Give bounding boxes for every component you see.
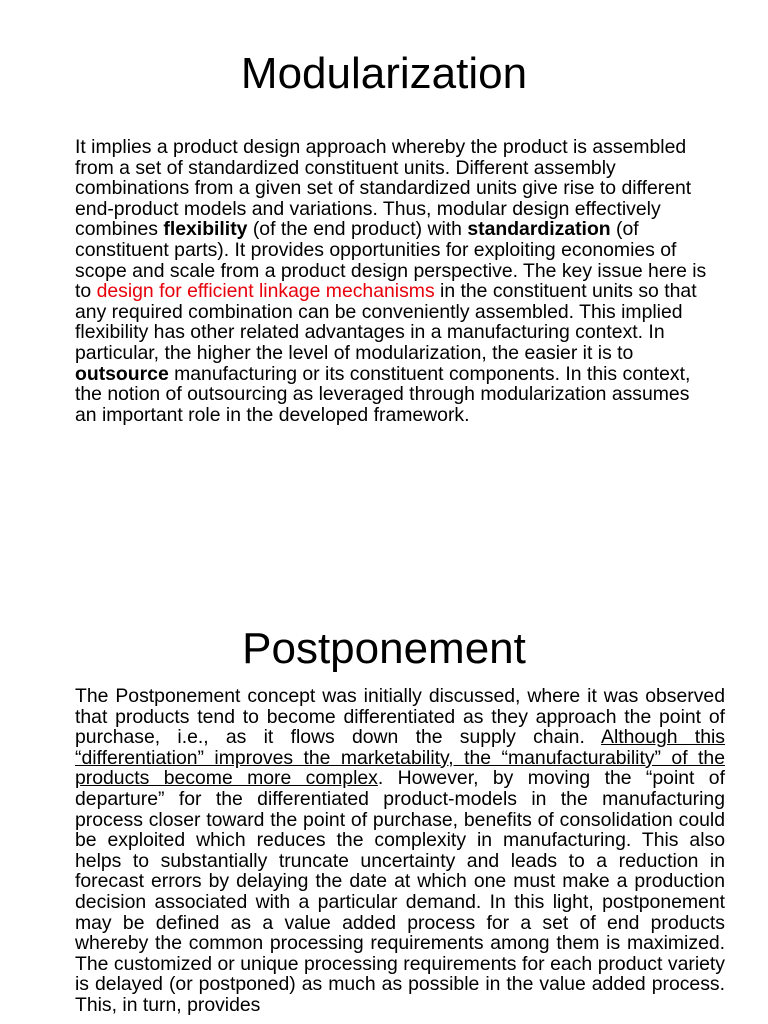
slide-title: Postponement (242, 624, 526, 673)
slide-body-paragraph (75, 137, 715, 425)
body-text: (of the end product) with (247, 218, 468, 241)
slide-postponement (0, 595, 768, 1024)
body-text: (of constituent parts). It provides opportunities for exploiting economies of scope and scale from a product design perspective. The key issue here is to (75, 218, 707, 303)
body-text: . However, by moving the “point of departure” for the differentiated product-models in the manufacturing process closer toward the point of purchase, benefits of consolidation could be exploited which reduces the complexity in manufacturing. This also helps to substantially truncate uncertainty and leads to a reduction in forecast errors by delaying the date at which one must make a production decision associated with a particular demand. In this light, postponement may be defined as a value added process for a set of end products whereby the common processing requirements among them is maximized. The customized or unique processing requirements for each product variety is delayed (or postponed) as much as possible in the value added process. This, in turn, provides (75, 767, 725, 1016)
body-text: manufacturing or its constituent components. In this context, the notion of outsourcing as leveraged through modularization assumes an important role in the developed framework. (75, 362, 691, 426)
body-text: It implies a product design approach whereby the product is assembled from a set of standardized constituent units. Different assembly combinations from a given set of standardized units give rise to different end-product models and variations. Thus, modular design effectively combines (75, 136, 692, 241)
bold-term-flexibility: flexibility (163, 218, 248, 241)
body-text: The Postponement concept was initially discussed, where it was observed that products tend to become differentiated as they approach the point of purchase, i.e., as it flows down the supply chain. (75, 685, 725, 749)
bold-term-outsource: outsource (75, 362, 169, 385)
slide-title: Modularization (240, 49, 528, 98)
body-text: in the constituent units so that any required combination can be conveniently assembled. This implied flexibility has other related advantages in a manufacturing context. In particular, the higher the level of modularization, the easier it is to (75, 280, 697, 364)
slide-body-paragraph (75, 686, 725, 1016)
highlighted-phrase: design for efficient linkage mechanisms (96, 280, 435, 303)
underlined-phrase: Although this “differentiation” improves the marketability, the “manufacturability” of the products become more complex (75, 726, 725, 790)
bold-term-standardization: standardization (467, 218, 611, 241)
